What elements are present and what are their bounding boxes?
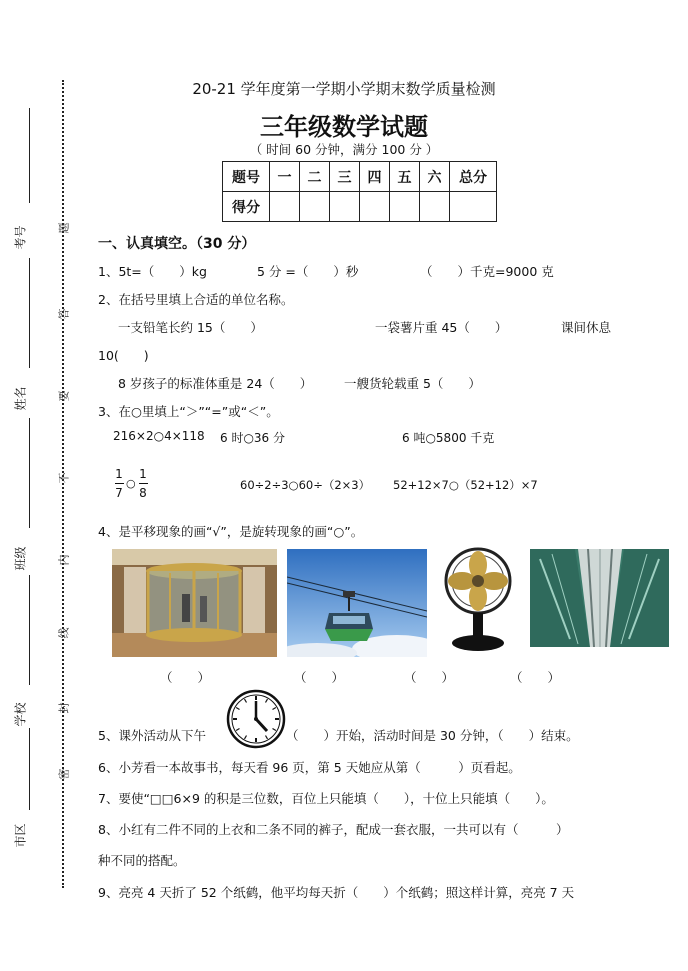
seal-char: 线 xyxy=(57,627,71,639)
q3-part-a: 216×2○4×118 xyxy=(113,429,205,443)
margin-label-district: 市区 xyxy=(13,823,28,848)
fraction-left-numerator: 1 xyxy=(115,467,123,481)
seal-char: 答 xyxy=(57,308,71,320)
seal-char: 密 xyxy=(57,768,71,780)
q4-blank[interactable]: （ ） xyxy=(294,670,345,685)
score-table-col: 二 xyxy=(300,162,330,192)
q8-text-cont: 种不同的搭配。 xyxy=(98,853,186,868)
q3-text: 3、在○里填上“＞”“=”或“＜”。 xyxy=(98,404,279,419)
q4-blank[interactable]: （ ） xyxy=(510,670,561,685)
escalator-icon xyxy=(530,549,669,647)
q1-part-a: 1、5t=（ ）kg xyxy=(98,264,207,279)
revolving-door-icon xyxy=(112,549,277,657)
score-table-col: 五 xyxy=(390,162,420,192)
score-cell-total[interactable] xyxy=(450,192,497,222)
q2-text: 2、在括号里填上合适的单位名称。 xyxy=(98,292,294,307)
score-table-col: 六 xyxy=(420,162,450,192)
q2-part-e: 一艘货轮载重 5（ ） xyxy=(344,376,481,391)
q5-part-b: （ ）开始，活动时间是 30 分钟，（ ）结束。 xyxy=(286,728,579,743)
section-title: 一、认真填空。（30 分） xyxy=(98,236,256,252)
score-table-col: 四 xyxy=(360,162,390,192)
q2-part-d: 8 岁孩子的标准体重是 24（ ） xyxy=(118,376,313,391)
margin-line-name xyxy=(29,258,30,368)
score-cell[interactable] xyxy=(330,192,360,222)
seal-char: 要 xyxy=(57,390,71,402)
score-table-total-label: 总分 xyxy=(450,162,497,192)
score-table-score-label: 得分 xyxy=(223,192,270,222)
binding-dotted-line xyxy=(62,80,64,888)
margin-label-name: 姓名 xyxy=(13,386,28,411)
q3-part-c: 6 吨○5800 千克 xyxy=(402,431,495,445)
q1-part-b: 5 分 =（ ）秒 xyxy=(257,264,359,279)
cable-car-icon xyxy=(287,549,427,657)
score-cell[interactable] xyxy=(420,192,450,222)
q7-text: 7、要使“□□6×9 的积是三位数，百位上只能填（ ），十位上只能填（ ）。 xyxy=(98,791,554,806)
fraction-right xyxy=(136,465,150,502)
q4-text: 4、是平移现象的画“√”，是旋转现象的画“○”。 xyxy=(98,524,364,539)
score-table-header-row xyxy=(223,162,497,192)
electric-fan-icon xyxy=(442,545,514,653)
score-table-score-row xyxy=(223,192,497,222)
subject-title: 三年级数学试题 xyxy=(260,112,428,141)
seal-char: 封 xyxy=(57,702,71,714)
q1-part-c: （ ）千克=9000 克 xyxy=(420,264,554,279)
margin-label-class: 班级 xyxy=(13,546,28,571)
seal-char: 题 xyxy=(57,222,71,234)
q3-part-e: 52+12×7○（52+12）×7 xyxy=(393,478,538,492)
score-table-head-label: 题号 xyxy=(223,162,270,192)
score-table xyxy=(222,161,497,222)
fraction-compare-circle: ○ xyxy=(126,477,136,490)
fraction-right-denominator: 8 xyxy=(139,486,147,500)
seal-char: 不 xyxy=(57,472,71,484)
score-cell[interactable] xyxy=(360,192,390,222)
q2-part-c-cont: 10( ) xyxy=(98,348,149,363)
exam-title: 20-21 学年度第一学期小学期末数学质量检测 xyxy=(192,80,496,98)
q9-text: 9、亮亮 4 天折了 52 个纸鹤，他平均每天折（ ）个纸鹤；照这样计算，亮亮 7 天 xyxy=(98,885,575,900)
score-cell[interactable] xyxy=(390,192,420,222)
q2-part-a: 一支铅笔长约 15（ ） xyxy=(118,320,263,335)
margin-line-class xyxy=(29,418,30,528)
q5-part-a: 5、课外活动从下午 xyxy=(98,728,206,743)
score-table-col: 三 xyxy=(330,162,360,192)
margin-line-school xyxy=(29,575,30,685)
time-note: （ 时间 60 分钟，满分 100 分 ） xyxy=(249,142,439,157)
q4-blank[interactable]: （ ） xyxy=(404,670,455,685)
q3-part-d: 60÷2÷3○60÷（2×3） xyxy=(240,478,371,492)
seal-char: 内 xyxy=(57,554,71,566)
score-cell[interactable] xyxy=(270,192,300,222)
fraction-left-denominator: 7 xyxy=(115,486,123,500)
margin-label-exam-no: 考号 xyxy=(13,225,28,250)
score-cell[interactable] xyxy=(300,192,330,222)
fraction-right-numerator: 1 xyxy=(139,467,147,481)
q3-part-b: 6 时○36 分 xyxy=(220,431,286,445)
margin-label-school: 学校 xyxy=(13,702,28,727)
q8-text: 8、小红有二件不同的上衣和二条不同的裤子，配成一套衣服，一共可以有（ ） xyxy=(98,822,569,837)
clock-icon xyxy=(226,689,286,749)
q6-text: 6、小芳看一本故事书，每天看 96 页，第 5 天她应从第（ ）页看起。 xyxy=(98,760,521,775)
fraction-left xyxy=(112,465,126,502)
q2-part-b: 一袋薯片重 45（ ） xyxy=(375,320,508,335)
q2-part-c: 课间休息 xyxy=(561,320,612,335)
score-table-col: 一 xyxy=(270,162,300,192)
q4-blank[interactable]: （ ） xyxy=(160,670,211,685)
margin-line-district xyxy=(29,728,30,810)
